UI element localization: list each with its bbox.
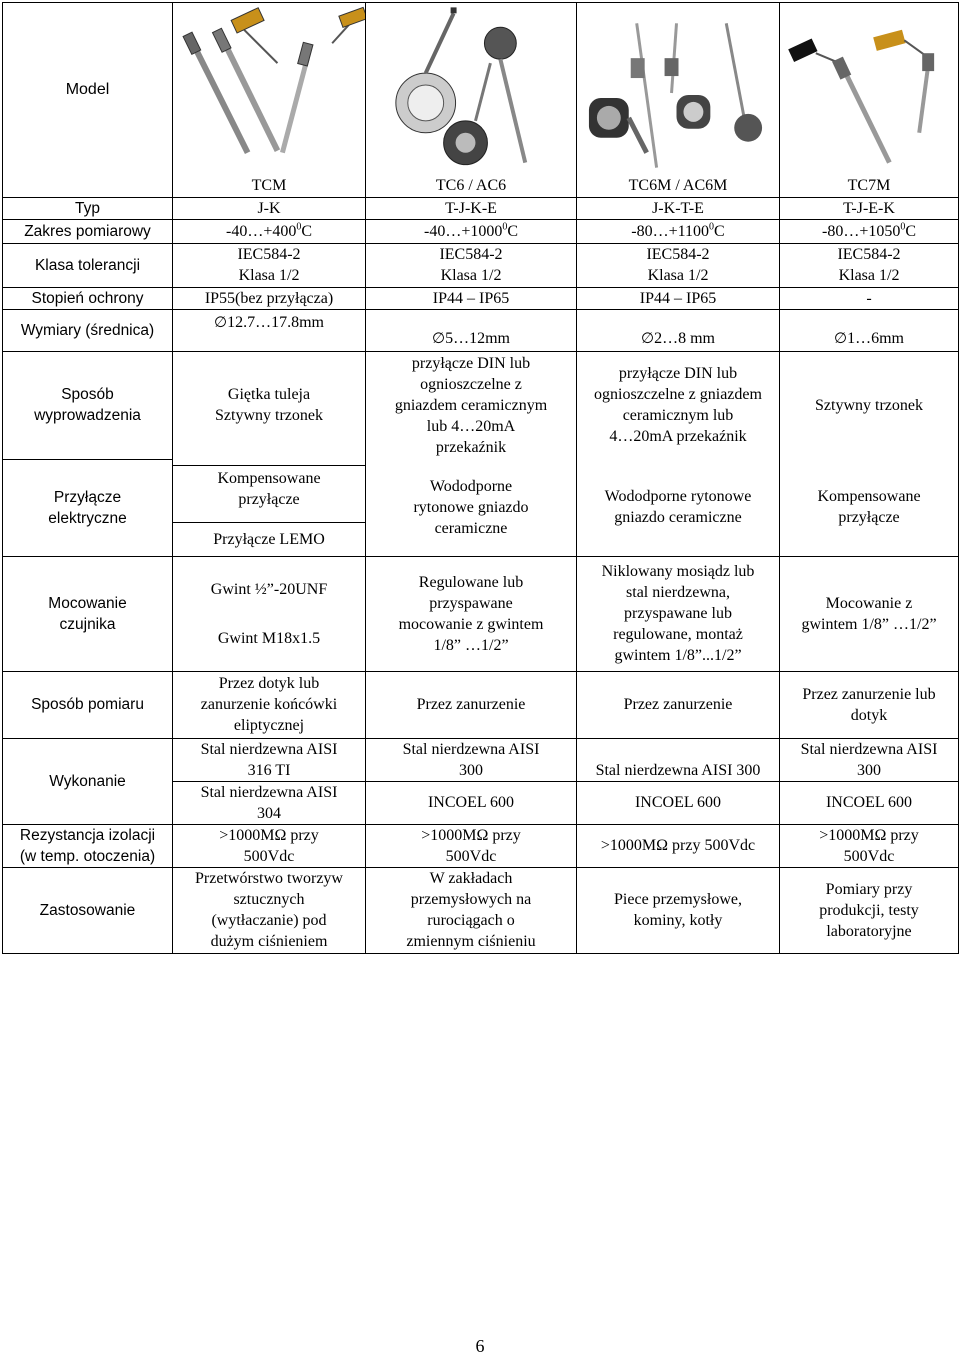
- zakres-value: $-80\dots+1100^0C$: [577, 219, 780, 243]
- thermocouple-tc7m-image: [780, 3, 958, 175]
- mocowanie-value: Mocowanie z gwintem 1/8” …1/2”: [780, 556, 959, 671]
- wyprowadzenia-value: Giętka tuleja Sztywny trzonek: [173, 351, 366, 459]
- wymiary-value: ∅12.7…17.8mm: [173, 309, 366, 351]
- wykonanie-value: Stal nierdzewna AISI 300: [366, 738, 577, 781]
- model-name: TCM: [173, 175, 366, 197]
- rezystancja-value: >1000MΩ przy 500Vdc: [173, 824, 366, 867]
- zastosowanie-value: Piece przemysłowe, kominy, kotły: [577, 867, 780, 953]
- pomiar-value: Przez zanurzenie: [366, 671, 577, 738]
- model-label: Model: [3, 3, 173, 176]
- zastosowanie-value: Przetwórstwo tworzyw sztucznych (wytłaczanie) pod dużym ciśnieniem: [173, 867, 366, 953]
- wymiary-value: ∅1…6mm: [780, 309, 959, 351]
- row-label-wykonanie: Wykonanie: [3, 738, 173, 824]
- model-name: TC6M / AC6M: [577, 175, 780, 197]
- page-number: 6: [475, 1336, 485, 1356]
- rezystancja-value: >1000MΩ przy 500Vdc: [366, 824, 577, 867]
- thermocouple-tc6m-image: [577, 3, 779, 175]
- wyprowadzenia-value: przyłącze DIN lub ognioszczelne z gniazdem ceramicznym lub 4…20mA przekaźnik: [577, 351, 780, 459]
- product-image-tc6m: [577, 3, 780, 176]
- row-label-przylacze: Przyłącze elektryczne: [3, 459, 173, 556]
- pomiar-value: Przez zanurzenie: [577, 671, 780, 738]
- stopien-value: IP44 – IP65: [577, 287, 780, 309]
- zakres-value: $-40\dots+1000^0C$: [366, 219, 577, 243]
- klasa-value: IEC584-2 Klasa 1/2: [173, 243, 366, 287]
- spec-table: [2, 2, 959, 954]
- wyprowadzenia-value: przyłącze DIN lub ognioszczelne z gniazdem ceramicznym lub 4…20mA przekaźnik: [366, 351, 577, 459]
- zastosowanie-value: Pomiary przy produkcji, testy laboratoryjne: [780, 867, 959, 953]
- row-label-rezystancja: Rezystancja izolacji (w temp. otoczenia): [3, 824, 173, 867]
- pomiar-value: Przez zanurzenie lub dotyk: [780, 671, 959, 738]
- wykonanie-value: Stal nierdzewna AISI 300: [780, 738, 959, 781]
- model-name: TC7M: [780, 175, 959, 197]
- stopien-value: IP44 – IP65: [366, 287, 577, 309]
- product-image-tcm: [173, 3, 366, 176]
- model-name: TC6 / AC6: [366, 175, 577, 197]
- row-label-stopien: Stopień ochrony: [3, 287, 173, 309]
- product-image-tc6: [366, 3, 577, 176]
- wykonanie-incoel: INCOEL 600: [366, 781, 577, 824]
- przylacze-value: Kompensowane przyłącze: [780, 459, 959, 556]
- typ-value: T-J-K-E: [366, 197, 577, 219]
- wymiary-value: ∅5…12mm: [366, 309, 577, 351]
- row-label-klasa: Klasa tolerancji: [3, 243, 173, 287]
- row-label-sposob-wyprowadzenia: Sposób wyprowadzenia: [3, 351, 173, 459]
- zakres-value: $-80\dots+1050^0C$: [780, 219, 959, 243]
- mocowanie-value: Niklowany mosiądz lub stal nierdzewna, przyspawane lub regulowane, montaż gwintem 1/8”...1/2”: [577, 556, 780, 671]
- row-label-mocowanie: Mocowanie czujnika: [3, 556, 173, 671]
- pomiar-value: Przez dotyk lub zanurzenie końcówki eliptycznej: [173, 671, 366, 738]
- mocowanie-value: Regulowane lub przyspawane mocowanie z gwintem 1/8” …1/2”: [366, 556, 577, 671]
- rezystancja-value: >1000MΩ przy 500Vdc: [577, 824, 780, 867]
- row-label-pomiar: Sposób pomiaru: [3, 671, 173, 738]
- typ-value: J-K-T-E: [577, 197, 780, 219]
- wykonanie-incoel: INCOEL 600: [780, 781, 959, 824]
- przylacze-value: Wododporne rytonowe gniazdo ceramiczne: [366, 459, 577, 556]
- typ-value: T-J-E-K: [780, 197, 959, 219]
- typ-value: J-K: [173, 197, 366, 219]
- zakres-value: $-40\dots+400^0C$: [173, 219, 366, 243]
- stopien-value: -: [780, 287, 959, 309]
- thermocouple-tc6-image: [366, 3, 576, 175]
- wymiary-value: ∅2…8 mm: [577, 309, 780, 351]
- wykonanie-value: Stal nierdzewna AISI 304: [173, 781, 366, 824]
- przylacze-value: Wododporne rytonowe gniazdo ceramiczne: [577, 459, 780, 556]
- zastosowanie-value: W zakładach przemysłowych na rurociągach o zmiennym ciśnieniu: [366, 867, 577, 953]
- row-label-typ: Typ: [3, 197, 173, 219]
- rezystancja-value: >1000MΩ przy 500Vdc: [780, 824, 959, 867]
- klasa-value: IEC584-2 Klasa 1/2: [577, 243, 780, 287]
- wykonanie-value: Stal nierdzewna AISI 316 TI: [173, 738, 366, 781]
- row-label-zastosowanie: Zastosowanie: [3, 867, 173, 953]
- klasa-value: IEC584-2 Klasa 1/2: [780, 243, 959, 287]
- mocowanie-value: Gwint ½”-20UNF Gwint M18x1.5: [173, 556, 366, 671]
- wykonanie-incoel: INCOEL 600: [577, 781, 780, 824]
- thermocouple-tcm-image: [173, 3, 365, 175]
- row-label-wymiary: Wymiary (średnica): [3, 309, 173, 351]
- row-label-zakres: Zakres pomiarowy: [3, 219, 173, 243]
- wykonanie-value: Stal nierdzewna AISI 300: [577, 738, 780, 781]
- product-image-tc7m: [780, 3, 959, 176]
- przylacze-value: Kompensowane przyłącze Przyłącze LEMO: [173, 459, 366, 556]
- wyprowadzenia-value: Sztywny trzonek: [780, 351, 959, 459]
- klasa-value: IEC584-2 Klasa 1/2: [366, 243, 577, 287]
- stopien-value: IP55(bez przyłącza): [173, 287, 366, 309]
